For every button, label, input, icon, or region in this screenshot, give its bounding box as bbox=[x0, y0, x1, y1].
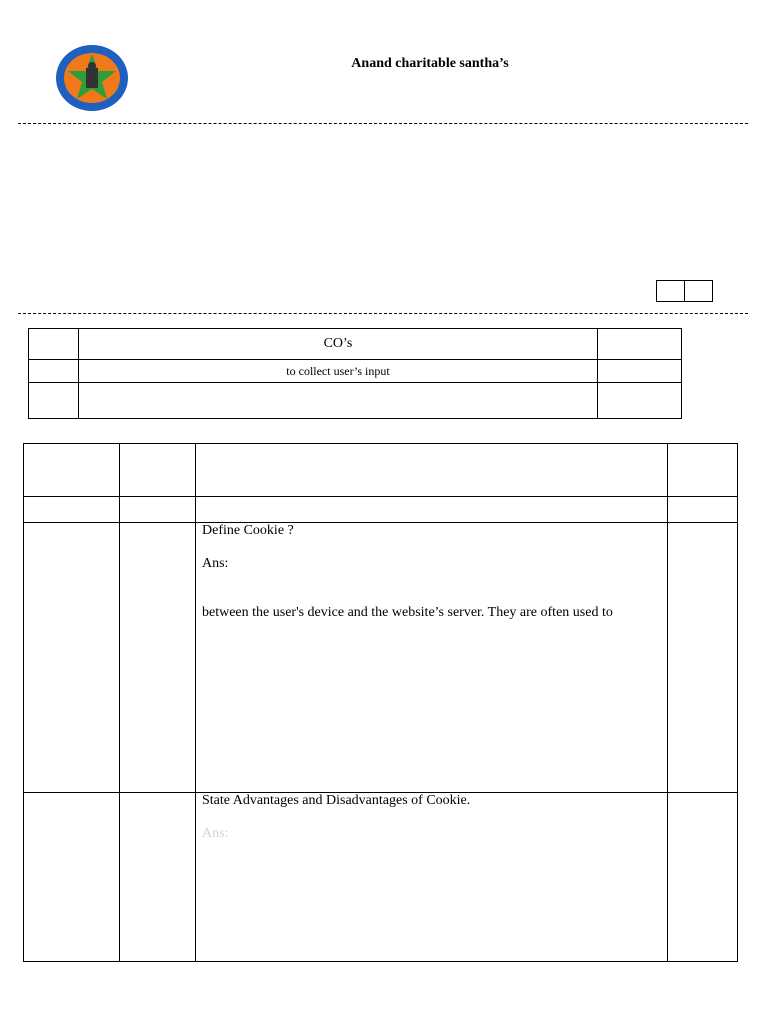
question-text: State Advantages and Disadvantages of Cookie. bbox=[202, 793, 471, 808]
roll-box bbox=[685, 280, 713, 302]
co-header-row bbox=[29, 329, 682, 360]
roll-number-boxes bbox=[656, 280, 713, 302]
co-row bbox=[29, 383, 682, 419]
question-row bbox=[24, 523, 738, 793]
institution-logo bbox=[54, 44, 130, 112]
co-row bbox=[29, 360, 682, 383]
question-row bbox=[24, 793, 738, 962]
question-text: Define Cookie ? bbox=[202, 523, 294, 538]
q-header-row bbox=[24, 444, 738, 497]
co-header: CO’s bbox=[79, 329, 598, 360]
q-subheader-row bbox=[24, 497, 738, 523]
org-title: Anand charitable santha’s bbox=[351, 56, 509, 71]
questions-table bbox=[23, 443, 738, 962]
co-table bbox=[28, 328, 682, 419]
answer-text: between the user's device and the website’s server. They are often used to bbox=[202, 605, 613, 620]
answer-label: Ans: bbox=[202, 556, 229, 571]
divider-bottom bbox=[18, 313, 748, 314]
divider-top bbox=[18, 123, 748, 124]
roll-box bbox=[656, 280, 685, 302]
co-row-text: to collect user’s input bbox=[79, 360, 598, 383]
answer-label: Ans: bbox=[202, 826, 229, 841]
